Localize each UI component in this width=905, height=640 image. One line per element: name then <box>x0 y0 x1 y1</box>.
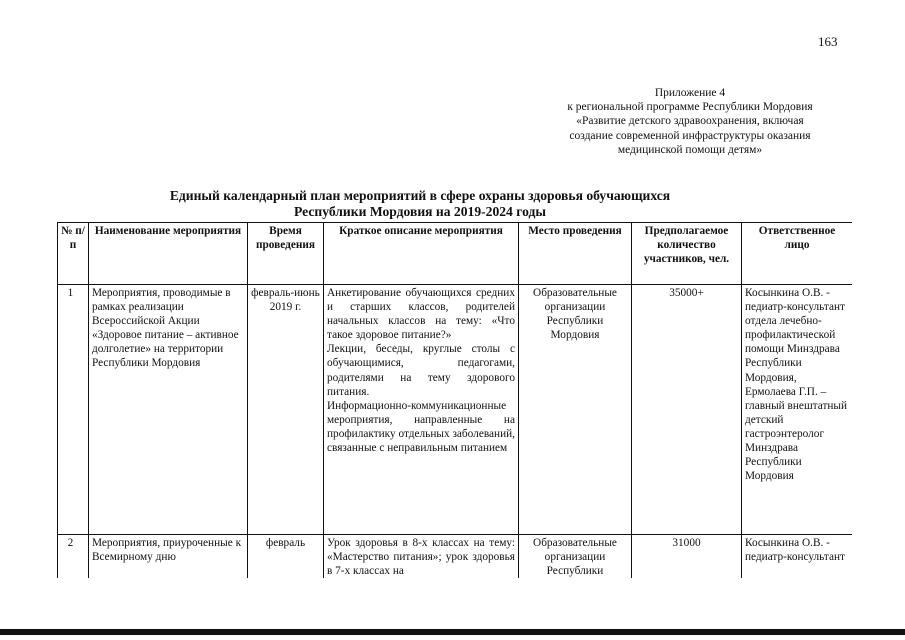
table-header-row <box>58 223 853 285</box>
title-line: Единый календарный план мероприятий в сфере охраны здоровья обучающихся <box>169 188 671 203</box>
appendix-line: медицинской помощи детям» <box>617 143 763 156</box>
description-paragraph: Урок здоровья в 8-х классах на тему: «Мастерство питания»; урок здоровья в 7-х классах на <box>327 537 515 578</box>
cell-name: Мероприятия, проводимые в рамках реализации Всероссийской Акции «Здоровое питание – активное долголетие» на территории Республики Мордовия <box>89 285 248 535</box>
events-table-container <box>57 222 852 578</box>
table-row <box>58 535 853 579</box>
description-paragraph: Информационно-коммуникационные мероприятия, направленные на профилактику отдельных заболеваний, связанные с неправильным питанием <box>327 399 515 455</box>
cell-time: февраль-июнь 2019 г. <box>248 285 324 535</box>
cell-time: февраль <box>248 535 324 579</box>
appendix-line: создание современной инфраструктуры оказания <box>569 129 811 142</box>
cell-num: 1 <box>58 285 89 535</box>
appendix-line: к региональной программе Республики Мордовия <box>567 101 813 114</box>
header-description: Краткое описание мероприятия <box>324 223 519 285</box>
table-row <box>58 285 853 535</box>
appendix-note <box>545 86 835 157</box>
appendix-line: «Развитие детского здравоохранения, включая <box>576 115 804 128</box>
cell-place: Образовательные организации Республики <box>519 535 632 579</box>
cell-name: Мероприятия, приуроченные к Всемирному дню <box>89 535 248 579</box>
cell-participants: 35000+ <box>632 285 742 535</box>
description-paragraph: Анкетирование обучающихся средних и старших классов, родителей начальных классов на тему: «Что такое здоровое питание?» <box>327 287 515 342</box>
header-time: Время проведения <box>248 223 324 285</box>
header-place: Место проведения <box>519 223 632 285</box>
cell-participants: 31000 <box>632 535 742 579</box>
cell-num: 2 <box>58 535 89 579</box>
events-table <box>57 222 852 578</box>
cell-responsible: Косынкина О.В. - педиатр-консультант отдела лечебно-профилактической помощи Минздрава Республики Мордовия, Ермолаева Г.П. – главный внештатный детский гастроэнтеролог Минздрава Республики Мордовия <box>742 285 853 535</box>
header-num: № п/п <box>58 223 89 285</box>
cell-responsible: Косынкина О.В. - педиатр-консультант <box>742 535 853 579</box>
cell-description <box>324 285 519 535</box>
scan-bottom-edge <box>0 629 905 635</box>
header-name: Наименование мероприятия <box>89 223 248 285</box>
page-number: 163 <box>818 34 838 49</box>
header-participants: Предполагаемое количество участников, чел. <box>632 223 742 285</box>
header-responsible: Ответственное лицо <box>742 223 853 285</box>
cell-description <box>324 535 519 579</box>
appendix-line: Приложение 4 <box>654 87 726 99</box>
description-paragraph: Лекции, беседы, круглые столы с обучающимися, педагогами, родителями на тему здорового питания. <box>327 343 515 398</box>
title-line: Республики Мордовия на 2019-2024 годы <box>294 203 546 219</box>
cell-place: Образовательные организации Республики Мордовия <box>519 285 632 535</box>
document-title <box>110 188 730 219</box>
